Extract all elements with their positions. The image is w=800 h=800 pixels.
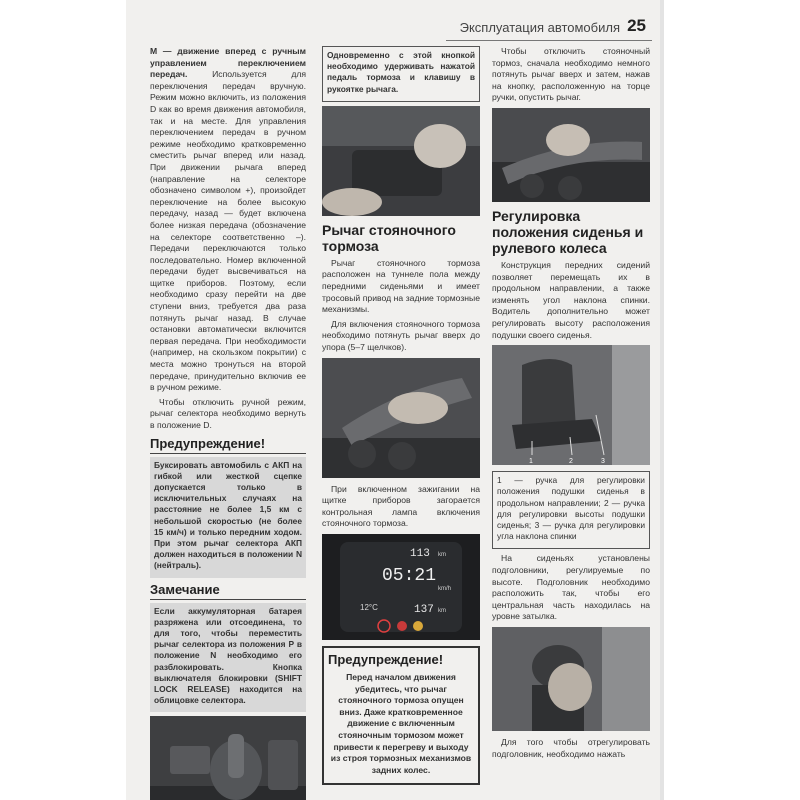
section-title: Эксплуатация автомобиля [459, 20, 620, 35]
top-note-text: Одновременно с этой кнопкой необходимо удерживать нажатой педаль тормоза и клавишу в рукоятке рычага. [327, 50, 475, 94]
seat-adjust-para-1: Конструкция передних сидений позволяет перемещать их в продольном направлении, а также изменять угол наклона спинки. Водитель дополнительно может регулировать высоту расположения подушки своего сиденья. [492, 259, 650, 340]
parking-brake-warning-text: Перед началом движения убедитесь, что рычаг стояночного тормоза опущен вниз. Даже кратковременное движение с включенным стояночным тормозом может привести к перегреву и выходу из строя тормозных механизмов задних колес. [330, 671, 472, 775]
parking-brake-warning-heading: Предупреждение! [328, 651, 444, 667]
cluster-range-unit: km [438, 607, 446, 614]
lever-button-photo [322, 106, 480, 216]
cluster-temp: 12°C [360, 602, 378, 612]
cluster-odo-unit: km [438, 551, 446, 558]
release-brake-text: Чтобы отключить стояночный тормоз, сначала необходимо немного потянуть рычаг вверх и затем, нажав на кнопку, расположенную на торце ручки, опустить рычаг. [492, 46, 650, 103]
brake-release-photo [492, 108, 650, 202]
header-rule [446, 40, 652, 41]
headrest-adjust-para: Для того чтобы отрегулировать подголовник, необходимо нажать [492, 736, 650, 759]
parking-brake-warning-box [322, 646, 480, 785]
callout-1: 1 [529, 458, 533, 466]
parking-brake-title: Рычаг стояночного тормоза [322, 221, 456, 254]
parking-brake-para-3: При включенном зажигании на щитке приборов загорается контрольная лампа включения стояночного тормоза. [322, 483, 480, 529]
cluster-speed-unit: km/h [438, 585, 452, 592]
towing-warning-text: Буксировать автомобиль с АКП на гибкой или жесткой сцепке допускается только в исключительных случаях на расстояние не более 1,5 км с небольшой скоростью (не более 15 км/ч) и только передним ходом. При этом рычаг селектора АКП должен находиться в положении N (нейтраль). [154, 459, 302, 571]
book-page [126, 0, 660, 800]
disable-manual-paragraph: Чтобы отключить ручной режим, рычаг селектора необходимо вернуть в положение D. [150, 396, 306, 430]
parking-brake-para-1: Рычаг стояночного тормоза расположен на туннеле пола между передними сиденьями и имеет тросовый привод на задние тормозные механизмы. [322, 257, 480, 315]
cluster-odo: 113 [410, 547, 430, 560]
seat-photo [492, 345, 650, 465]
column-1 [150, 46, 306, 800]
towing-warning-box [150, 457, 306, 578]
callout-3: 3 [601, 458, 605, 466]
page-number: 25 [627, 16, 646, 35]
instrument-cluster-photo [322, 534, 480, 640]
remark-box [150, 603, 306, 713]
seat-caption: 1 — ручка для регулировки положения подушки сиденья в продольном направлении; 2 — ручка для регулировки высоты подушки сиденья; 3 — ручка для регулировки угла наклона спинки [497, 475, 645, 542]
column-3 [492, 46, 650, 763]
shift-lock-photo [150, 716, 306, 800]
seat-adjust-title: Регулировка положения сиденья и рулевого колеса [492, 207, 644, 256]
remark-heading: Замечание [150, 582, 306, 600]
column-2 [322, 46, 480, 785]
parking-brake-photo [322, 358, 480, 478]
remark-text: Если аккумуляторная батарея разряжена или отсоединена, то для того, чтобы переместить рычаг селектора из положения P в положение N необходимо его разблокировать. Кнопка выключателя блокировки (SHIFT LOCK RELEASE) находится на облицовке селектора. [154, 605, 302, 706]
parking-brake-para-2: Для включения стояночного тормоза необходимо потянуть рычаг вверх до упора (5–7 щелчков). [322, 318, 480, 352]
callout-2: 2 [569, 458, 573, 466]
headrest-para: На сиденьях установлены подголовники, регулируемые по высоте. Подголовник необходимо расположить так, чтобы его центральная часть находилась на уровне затылка. [492, 553, 650, 622]
seat-caption-box [492, 471, 650, 549]
manual-mode-lead: M — движение вперед с ручным управлением переключением передач. [150, 46, 306, 80]
manual-mode-body: Используется для переключения передач вручную. Режим можно включить, из положения D как во время движения автомобиля, так и на месте. Для управления переключением передач в ручном режиме необходимо кратковременно сместить рычаг вперед или назад. При движении рычага вперед (направление на селекторе обозначено символом +), произойдет переключение на более высокую передачу, назад — будет включена более низкая передача (обозначение на селекторе соответственно –). Передачи переключаются только последовательно. Номер включенной передачи будет высвечиваться на щитке приборов. Поэтому, если необходимо сразу перейти на две ступени вниз, требуется два раза потянуть рычаг назад. В случае остановки автоматически включится первая передача. При необходимости (например, на скользком покрытии) с места можно тронуться на второй передаче, принудительно включив ее в ручном режиме. [150, 69, 306, 393]
page-header [126, 0, 660, 42]
top-note-box [322, 46, 480, 102]
headrest-photo [492, 627, 650, 731]
manual-mode-paragraph [150, 46, 306, 394]
cluster-range: 137 [414, 603, 434, 616]
warning-heading: Предупреждение! [150, 436, 306, 454]
cluster-time: 05:21 [382, 565, 437, 586]
